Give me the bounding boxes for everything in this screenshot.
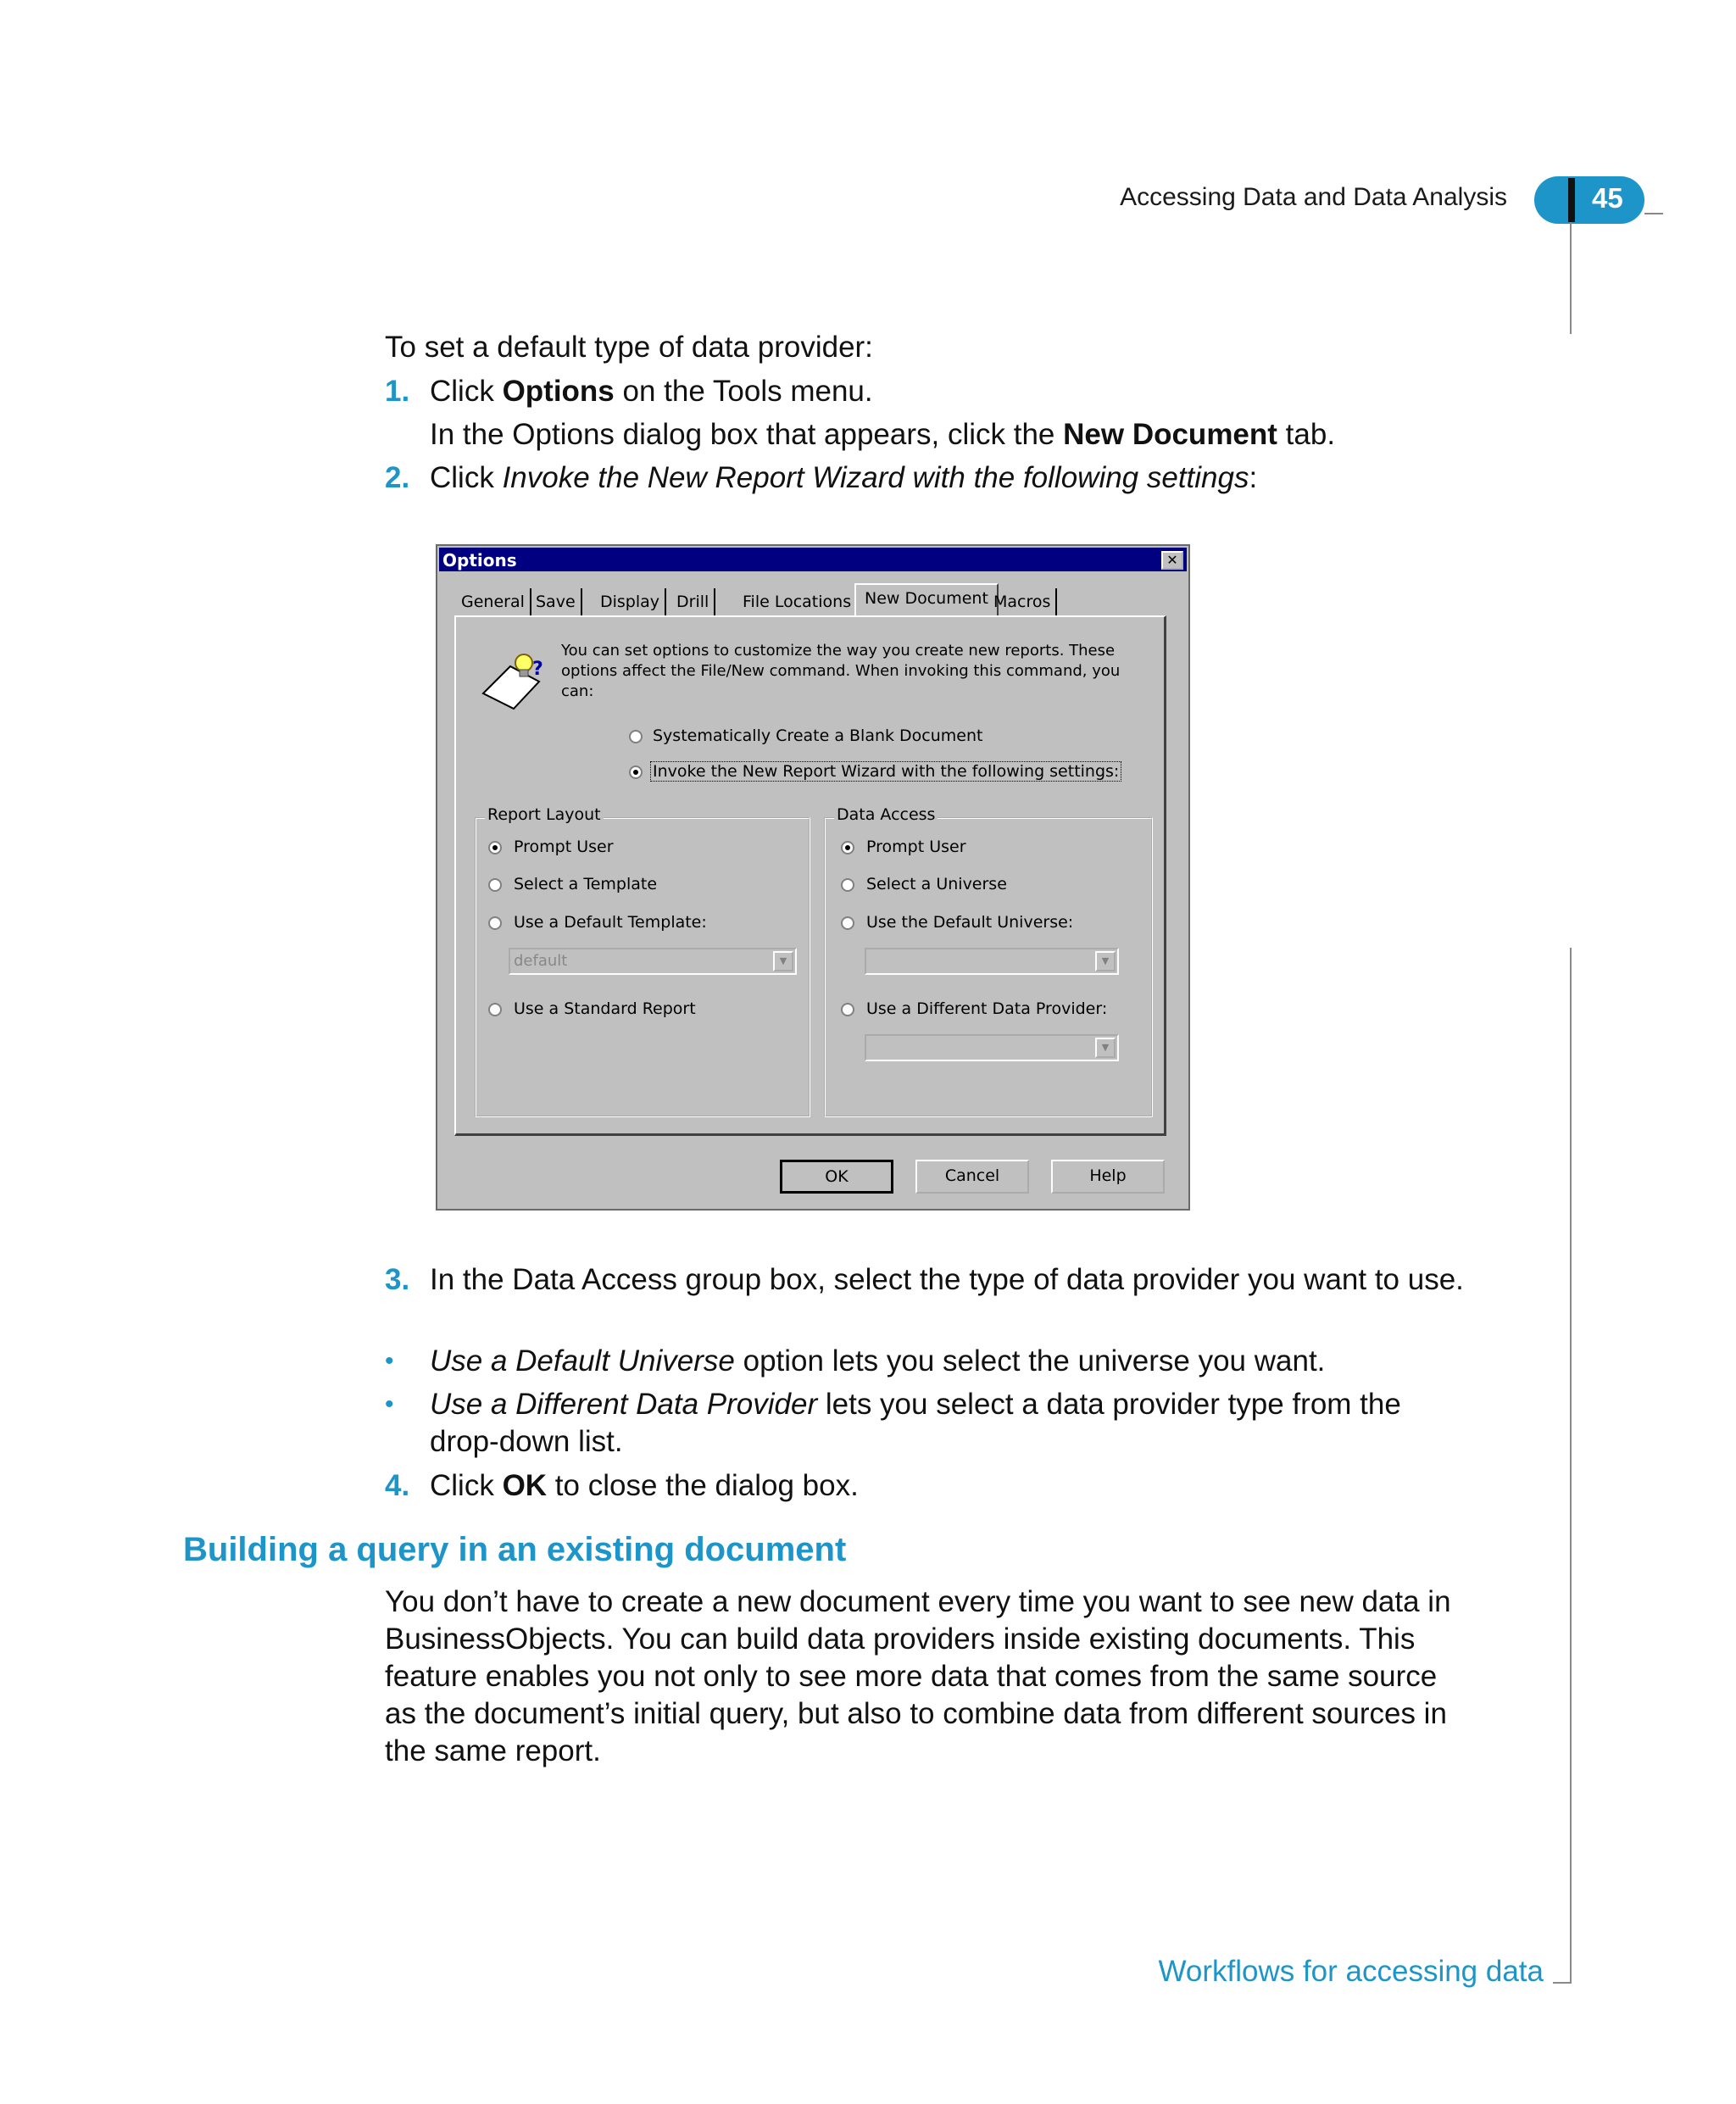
step-bold: OK (502, 1469, 548, 1502)
step-4 (0, 1467, 1736, 1505)
step-bold: Options (502, 375, 615, 408)
header-rule (1644, 213, 1663, 214)
options-dialog (436, 544, 1190, 1211)
option-layout-prompt-user[interactable]: Prompt User (514, 838, 614, 856)
step-text: to close the dialog box. (547, 1469, 859, 1502)
step-text: Click (430, 375, 503, 408)
tab-drill[interactable]: Drill (671, 588, 715, 615)
tab-save[interactable]: Save (531, 588, 582, 615)
option-invoke-wizard[interactable]: Invoke the New Report Wizard with the following settings: (653, 762, 1120, 781)
new-document-description: You can set options to customize the way you create new reports. These options affect the File/New command. When invoking this command, you can: (561, 642, 1121, 700)
tab-file-locations[interactable]: File Locations (737, 588, 858, 615)
option-different-provider[interactable]: Use a Different Data Provider: (866, 999, 1108, 1018)
combo-value: default (514, 952, 568, 970)
step-3 (0, 1261, 1736, 1336)
bullet-marker: • (385, 1390, 394, 1418)
margin-rule-top (1570, 222, 1572, 334)
help-button[interactable]: Help (1051, 1160, 1165, 1194)
tab-general[interactable]: General (456, 588, 531, 615)
step-text: In the Options dialog box that appears, click the (430, 418, 1064, 451)
bullet-different-provider (0, 1386, 1736, 1461)
option-access-prompt-user[interactable]: Prompt User (866, 838, 966, 856)
dialog-titlebar (439, 548, 1187, 571)
page-number-badge (1534, 176, 1644, 224)
step-text: Click (430, 1469, 503, 1502)
data-provider-combo[interactable] (865, 1034, 1119, 1061)
step-1-sub (0, 416, 1736, 454)
radio-blank-document[interactable] (629, 730, 643, 743)
chevron-down-icon[interactable]: ▼ (1095, 951, 1116, 971)
step-number: 1. (385, 375, 410, 408)
running-footer: Workflows for accessing data (1158, 1955, 1544, 1988)
ok-button[interactable]: OK (780, 1160, 893, 1194)
cancel-button[interactable]: Cancel (915, 1160, 1029, 1194)
chevron-down-icon[interactable]: ▼ (773, 951, 793, 971)
bullet-text: lets you select a data provider type from the drop-down list. (430, 1388, 1401, 1458)
radio-select-universe[interactable] (841, 878, 854, 892)
step-2 (0, 459, 1736, 497)
intro-text: To set a default type of data provider: (385, 331, 873, 364)
radio-layout-prompt-user[interactable] (488, 841, 502, 854)
report-layout-label: Report Layout (485, 805, 604, 824)
radio-default-universe[interactable] (841, 916, 854, 930)
step-text: : (1249, 461, 1258, 494)
step-text: Click (430, 461, 503, 494)
tab-new-document[interactable]: New Document (854, 583, 999, 617)
tab-macros[interactable]: Macros (988, 588, 1057, 615)
tab-display[interactable]: Display (595, 588, 666, 615)
default-template-combo[interactable] (509, 948, 797, 975)
default-universe-combo[interactable] (865, 948, 1119, 975)
radio-invoke-wizard[interactable] (629, 765, 643, 779)
dialog-title: Options (442, 550, 517, 571)
section-body: You don’t have to create a new document every time you want to see new data in BusinessObjects. You can build data providers inside existing documents. This feature enables you not only to see more data that comes from the same source as the document’s initial query, but also to combine data from different sources in the same report. (385, 1585, 1451, 1767)
chevron-down-icon[interactable]: ▼ (1095, 1038, 1116, 1058)
running-header-title: Accessing Data and Data Analysis (1120, 183, 1507, 211)
radio-default-template[interactable] (488, 916, 502, 930)
step-number: 2. (385, 461, 410, 494)
option-blank-document[interactable]: Systematically Create a Blank Document (653, 726, 983, 745)
footer-rule (1553, 1982, 1572, 1984)
step-italic: Invoke the New Report Wizard with the following settings (502, 461, 1249, 494)
step-number: 4. (385, 1469, 410, 1502)
bullet-marker: • (385, 1347, 394, 1375)
option-select-template[interactable]: Select a Template (514, 875, 658, 893)
close-icon[interactable]: ✕ (1161, 551, 1183, 570)
margin-rule (1570, 948, 1572, 1984)
bullet-default-universe (0, 1343, 1736, 1380)
step-number: 3. (385, 1263, 410, 1296)
option-default-universe[interactable]: Use the Default Universe: (866, 913, 1074, 932)
option-select-universe[interactable]: Select a Universe (866, 875, 1007, 893)
step-text: In the Data Access group box, select the type of data provider you want to use. (430, 1263, 1464, 1296)
section-heading: Building a query in an existing document (183, 1531, 847, 1568)
data-access-label: Data Access (834, 805, 938, 824)
page-badge-marker (1568, 178, 1575, 222)
option-standard-report[interactable]: Use a Standard Report (514, 999, 696, 1018)
step-bold: New Document (1063, 418, 1277, 451)
step-text: tab. (1277, 418, 1336, 451)
step-1 (0, 373, 1736, 410)
radio-different-provider[interactable] (841, 1003, 854, 1016)
bullet-italic: Use a Default Universe (430, 1344, 735, 1378)
page-number: 45 (1592, 182, 1623, 214)
radio-select-template[interactable] (488, 878, 502, 892)
bullet-text: option lets you select the universe you want. (734, 1344, 1326, 1378)
step-text: on the Tools menu. (614, 375, 873, 408)
radio-standard-report[interactable] (488, 1003, 502, 1016)
radio-access-prompt-user[interactable] (841, 841, 854, 854)
lightbulb-help-icon (476, 641, 553, 712)
bullet-italic: Use a Different Data Provider (430, 1388, 818, 1421)
svg-text:?: ? (532, 659, 543, 680)
option-default-template[interactable]: Use a Default Template: (514, 913, 707, 932)
